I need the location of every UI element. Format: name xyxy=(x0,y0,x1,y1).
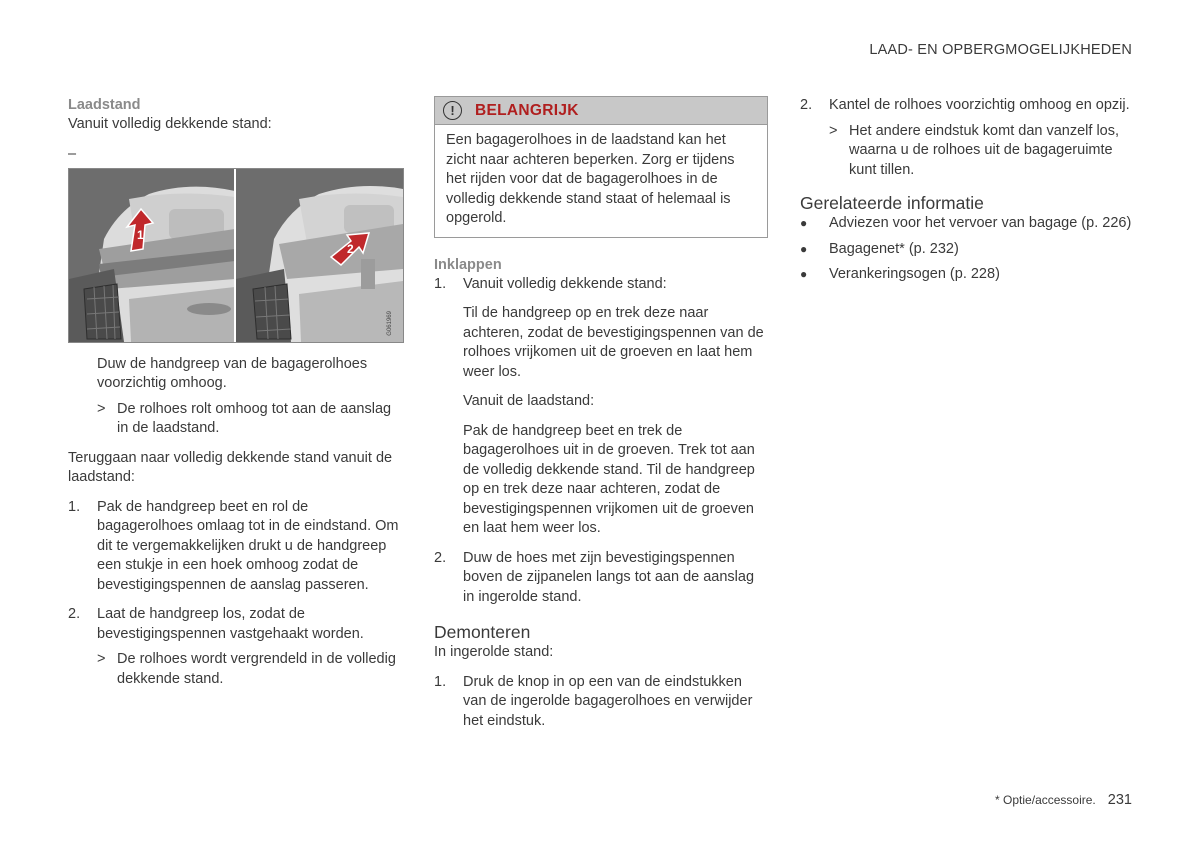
page-number: 231 xyxy=(1107,792,1132,808)
step-number: 2. xyxy=(68,606,81,622)
step-number: 2. xyxy=(434,549,447,566)
figure-code: G061969 xyxy=(386,310,393,336)
page-footer xyxy=(995,791,1132,811)
column-middle xyxy=(434,96,768,731)
column-left xyxy=(68,96,404,689)
result-text: De rolhoes wordt vergrendeld in de volledig dekkende stand. xyxy=(117,651,396,687)
demonteren-step-1 xyxy=(434,673,768,732)
column-right xyxy=(800,96,1132,285)
section-heading-related: Gerelateerde informatie xyxy=(800,193,984,213)
illustration-svg xyxy=(69,169,403,342)
related-link-verankeringsogen[interactable] xyxy=(800,265,1132,285)
cargo-cover-illustration xyxy=(68,168,404,343)
related-link-text[interactable]: Adviezen voor het vervoer van bagage (p. 226) xyxy=(829,215,1132,231)
step-number: 2. xyxy=(800,97,813,113)
related-link-bagage[interactable] xyxy=(800,214,1132,234)
step-dash: – xyxy=(68,145,77,162)
inklappen-step-1 xyxy=(434,275,768,295)
inklappen-para-3: Pak de handgreep beet en trek de bagagerolhoes uit in de groeven. Trek tot aan de volledig dekkende stand. Til de handgreep op en trek deze naar achteren, zodat de bevestigingspennen vrijkomen uit de groeven en laat hem weer los. xyxy=(463,422,755,536)
return-step-2-result xyxy=(97,650,404,689)
footnote: * Optie/accessoire. xyxy=(995,793,1096,807)
step-number: 1. xyxy=(68,498,81,515)
laadstand-step-result xyxy=(97,400,404,439)
demonteren-step-2-result xyxy=(829,122,1132,181)
step-number: 1. xyxy=(434,275,447,292)
warning-box xyxy=(434,96,768,238)
return-intro: Teruggaan naar volledig dekkende stand vanuit de laadstand: xyxy=(68,449,393,485)
demonteren-step-2 xyxy=(800,96,1132,116)
step-text: Kantel de rolhoes voorzichtig omhoog en opzij. xyxy=(829,97,1130,113)
warning-title: BELANGRIJK xyxy=(475,102,579,119)
inklappen-para-2: Vanuit de laadstand: xyxy=(463,393,595,409)
step-text: Laat de handgreep los, zodat de bevestigingspennen vastgehaakt worden. xyxy=(97,606,364,642)
laadstand-step-text: Duw de handgreep van de bagagerolhoes voorzichtig omhoog. xyxy=(97,355,368,391)
return-step-2 xyxy=(68,605,404,644)
bullet-icon: ● xyxy=(800,216,808,230)
demonteren-intro: In ingerolde stand: xyxy=(434,644,554,660)
section-heading-demonteren: Demonteren xyxy=(434,622,531,642)
warning-body: Een bagagerolhoes in de laadstand kan het zicht naar achteren beperken. Zorg er tijdens het rijden voor dat de bagagerolhoes in de volledig dekkende stand staat of helemaal is opgerold. xyxy=(446,132,735,226)
inklappen-step-2 xyxy=(434,549,768,608)
result-marker: > xyxy=(97,651,106,667)
bullet-icon: ● xyxy=(800,241,808,256)
exclamation-icon: ! xyxy=(443,101,462,120)
bullet-icon: ● xyxy=(800,267,808,281)
arrow-label-2: 2 xyxy=(347,241,354,256)
step-text: Duw de hoes met zijn bevestigingspennen boven de zijpanelen langs tot aan de aanslag in ingerolde stand. xyxy=(463,549,755,605)
step-text: Pak de handgreep beet en rol de bagagerolhoes omlaag tot in de eindstand. Om dit te vergemakkelijken drukt u de handgreep een stukje in een hoek omhoog zodat de bevestigingspennen de aanslag passeren. xyxy=(97,498,399,593)
arrow-label-1: 1 xyxy=(137,227,144,242)
step-text: Druk de knop in op een van de eindstukken van de ingerolde bagagerolhoes en verwijder het eindstuk. xyxy=(463,673,753,729)
related-link-bagagenet[interactable] xyxy=(800,240,1132,260)
laadstand-intro: Vanuit volledig dekkende stand: xyxy=(68,116,272,132)
result-marker: > xyxy=(97,400,106,417)
warning-header xyxy=(435,97,767,125)
section-heading-inklappen: Inklappen xyxy=(434,256,502,273)
inklappen-para-1: Til de handgreep op en trek deze naar achteren, zodat de bevestigingspennen van de rolhoes vrijkomen uit de groeven en laat hem weer los. xyxy=(463,305,764,380)
result-text: De rolhoes rolt omhoog tot aan de aanslag in de laadstand. xyxy=(117,400,392,436)
return-step-1 xyxy=(68,498,404,596)
step-text: Vanuit volledig dekkende stand: xyxy=(463,275,667,292)
step-number: 1. xyxy=(434,673,447,690)
result-text: Het andere eindstuk komt dan vanzelf los, waarna u de rolhoes uit de bagageruimte kunt tillen. xyxy=(849,122,1120,178)
related-link-text[interactable]: Verankeringsogen (p. 228) xyxy=(829,266,1000,282)
running-title: LAAD- EN OPBERGMOGELIJKHEDEN xyxy=(869,42,1132,58)
result-marker: > xyxy=(829,122,838,139)
section-heading-laadstand: Laadstand xyxy=(68,97,141,113)
related-link-text[interactable]: Bagagenet* (p. 232) xyxy=(829,240,959,257)
